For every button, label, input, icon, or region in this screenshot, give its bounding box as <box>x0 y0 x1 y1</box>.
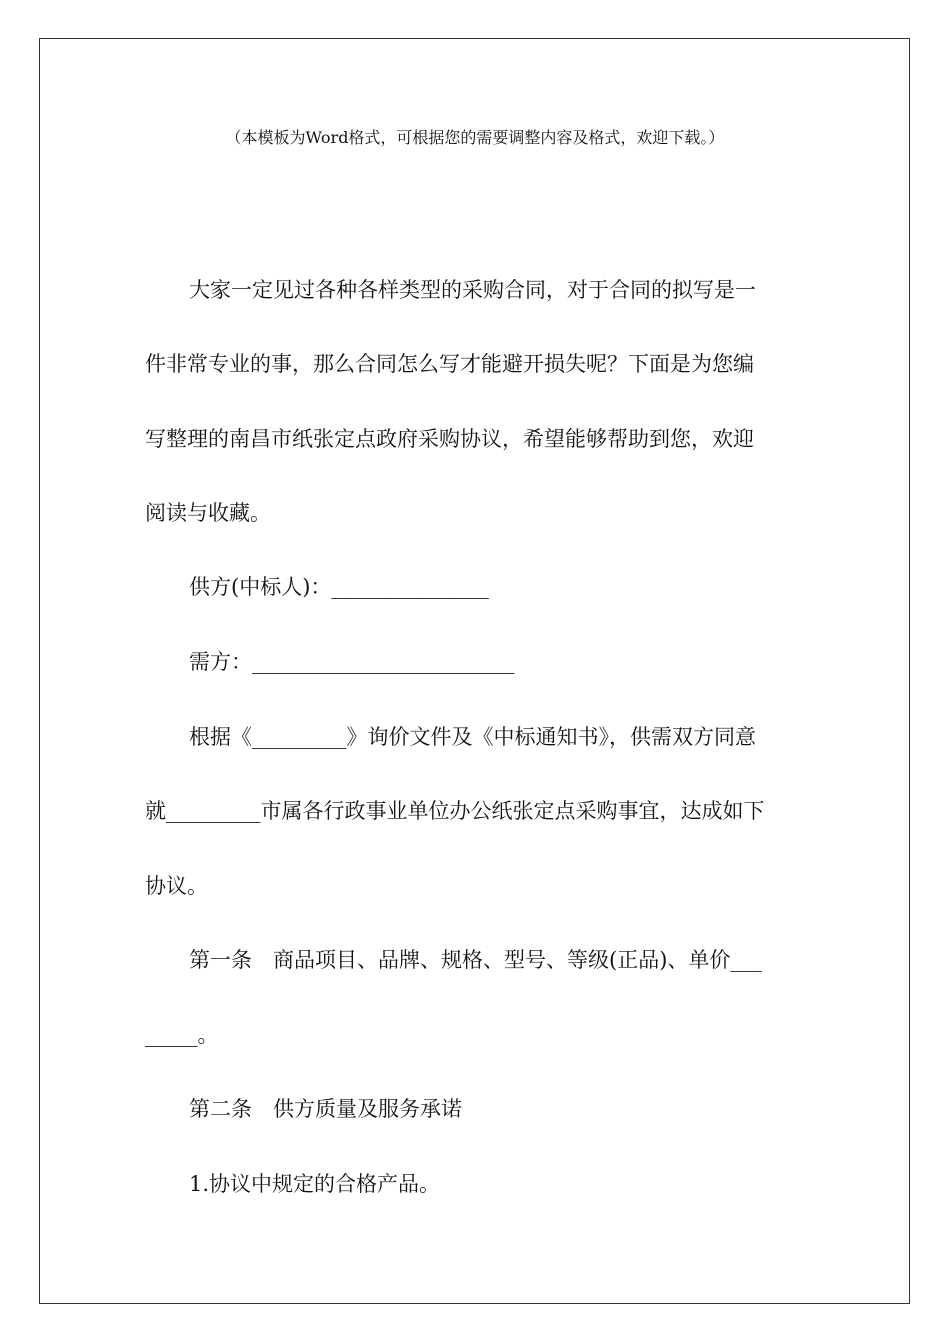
intro-line-1: 大家一定见过各种各样类型的采购合同，对于合同的拟写是一 <box>189 278 756 302</box>
intro-line-2: 件非常专业的事，那么合同怎么写才能避开损失呢？下面是为您编 <box>145 352 754 376</box>
template-note: （本模板为Word格式，可根据您的需要调整内容及格式，欢迎下载。） <box>225 128 725 147</box>
supplier-line: 供方(中标人)：_______________ <box>189 575 489 599</box>
basis-line-3: 协议。 <box>145 874 208 898</box>
article2-title: 第二条 供方质量及服务承诺 <box>189 1097 462 1121</box>
intro-line-3: 写整理的南昌市纸张定点政府采购协议，希望能够帮助到您，欢迎 <box>145 427 754 451</box>
buyer-line: 需方：_________________________ <box>189 650 515 674</box>
basis-line-1: 根据《_________》询价文件及《中标通知书》，供需双方同意 <box>189 725 756 749</box>
article1-line-2: _____。 <box>145 1023 219 1047</box>
basis-line-2: 就_________市属各行政事业单位办公纸张定点采购事宜，达成如下 <box>145 799 765 823</box>
intro-line-4: 阅读与收藏。 <box>145 501 271 525</box>
article1-line-1: 第一条 商品项目、品牌、规格、型号、等级(正品)、单价___ <box>189 948 762 972</box>
clause-1: 1.协议中规定的合格产品。 <box>189 1172 441 1196</box>
